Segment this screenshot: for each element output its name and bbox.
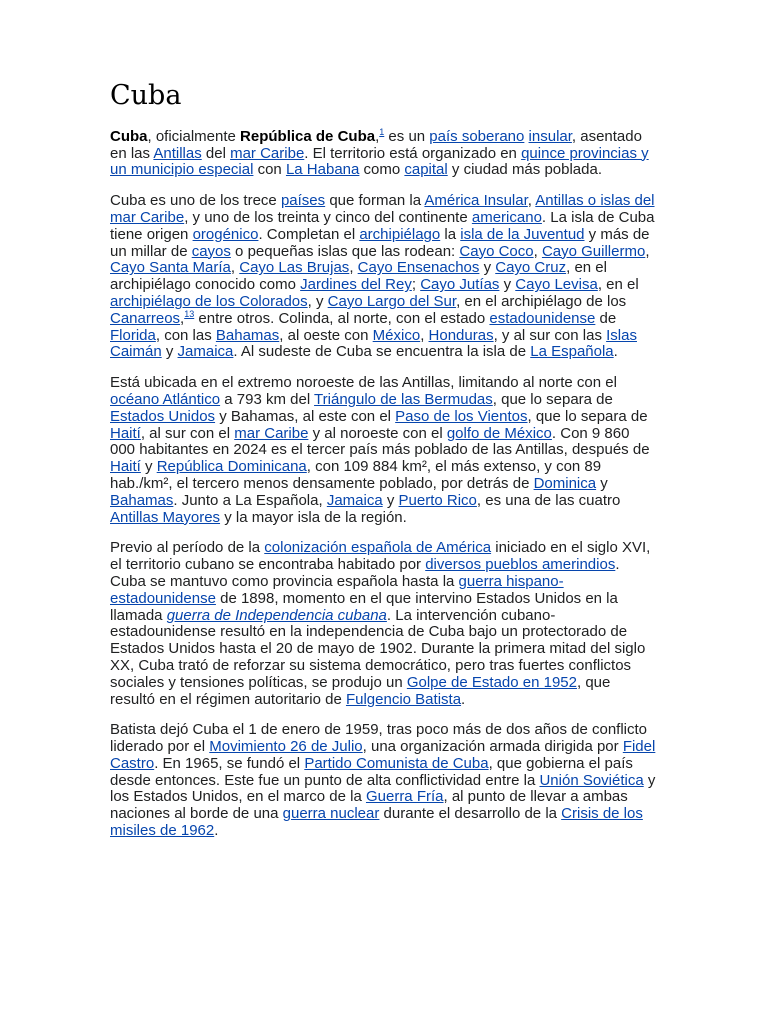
reference-link[interactable]: 13 [184, 308, 195, 319]
text: ; [411, 276, 421, 294]
wiki-link[interactable]: archipiélago [359, 225, 441, 243]
wiki-link[interactable]: Cayo Levisa [515, 276, 598, 294]
wiki-link[interactable]: Golpe de Estado en 1952 [406, 673, 577, 691]
text: . El territorio está organizado en [304, 144, 522, 162]
wiki-link[interactable]: insular [528, 127, 572, 145]
wiki-link[interactable]: americano [471, 208, 542, 226]
text: y Bahamas, al este con el [215, 407, 396, 425]
text: . [461, 690, 466, 708]
text: , y al sur con las [493, 326, 607, 344]
wiki-link[interactable]: mar Caribe [230, 144, 305, 162]
text: . [613, 343, 618, 361]
text: . Completan el [258, 225, 360, 243]
wiki-link[interactable]: América Insular [424, 192, 528, 210]
text: durante el desarrollo de la [379, 805, 562, 823]
text: , en el archipiélago conocido como [110, 259, 607, 294]
wiki-link[interactable]: océano Atlántico [110, 390, 221, 408]
wiki-link[interactable]: mar Caribe [234, 424, 309, 442]
wiki-link[interactable]: Cayo Ensenachos [357, 259, 480, 277]
text: . La isla de Cuba tiene origen [110, 208, 655, 243]
text: , al punto de llevar a ambas naciones al borde de una [110, 788, 628, 823]
wiki-link[interactable]: Honduras [428, 326, 494, 344]
wiki-link[interactable]: país soberano [429, 127, 525, 145]
wiki-link[interactable]: Cayo Guillermo [541, 242, 646, 260]
wiki-link[interactable]: Fulgencio Batista [345, 690, 462, 708]
wiki-link[interactable]: Haití [110, 424, 141, 442]
text: , es una de las cuatro [476, 491, 621, 509]
wiki-link[interactable]: Jardines del Rey [300, 276, 412, 294]
wiki-link[interactable]: Unión Soviética [539, 771, 644, 789]
text: entre otros. Colinda, al norte, con el estado [194, 309, 490, 327]
text: . La intervención cubano-estadounidense resultó en la independencia de Cuba bajo un protectorado de Estados Unidos hasta el 20 de mayo de 1902. Durante la primera mitad del siglo XX, Cuba trató de reforzar su sistema democrático, pero tras fuertes conflictos sociales y tensiones políticas, se produjo un [110, 606, 646, 691]
wiki-link[interactable]: Paso de los Vientos [395, 407, 528, 425]
text: , y [307, 292, 328, 310]
text: y [479, 259, 496, 277]
text: . Con 9 860 000 habitantes en 2024 es el tercer país más poblado de las Antillas, después de [110, 424, 650, 459]
text: . En 1965, se fundó el [154, 754, 305, 772]
wiki-link[interactable]: países [280, 192, 326, 210]
wiki-link[interactable]: orogénico [192, 225, 259, 243]
reference-link[interactable]: 1 [379, 126, 385, 137]
text: , oficialmente [147, 127, 241, 145]
text: la [440, 225, 461, 243]
text: y [382, 491, 399, 509]
text: , que resultó en el régimen autoritario de [110, 673, 611, 708]
paragraph-2 [110, 193, 658, 361]
text: , una organización armada dirigida por [362, 738, 623, 756]
text: Batista dejó Cuba el 1 de enero de 1959, tras poco más de dos años de conflicto liderado por el [110, 721, 648, 756]
text: , asentado en las [110, 127, 642, 162]
wiki-link[interactable]: Jamaica [326, 491, 383, 509]
wiki-link[interactable]: Haití [110, 458, 141, 476]
text: , [533, 242, 542, 260]
text: Cuba es uno de los trece [110, 192, 281, 210]
text: y [140, 458, 157, 476]
text: , con 109 884 km², el más extenso, y con 89 hab./km², el tercero menos densamente poblado, por detrás de [110, 458, 602, 492]
text: , que gobierna el país desde entonces. Este fue un punto de alta conflictividad entre la [110, 754, 633, 789]
text: , [180, 309, 185, 327]
wiki-link[interactable]: Guerra Fría [365, 788, 444, 806]
text: y [499, 276, 516, 294]
wiki-link[interactable]: Movimiento 26 de Julio [209, 738, 363, 756]
wiki-link[interactable]: Jamaica [177, 343, 234, 361]
text: , al oeste con [279, 326, 373, 344]
text: , en el [597, 276, 639, 294]
text: , [375, 127, 380, 145]
wiki-link[interactable]: Antillas o islas del mar Caribe [110, 192, 655, 226]
wiki-link[interactable]: Triángulo de las Bermudas [314, 390, 493, 408]
wiki-link[interactable]: guerra hispano-estadounidense [110, 572, 564, 607]
text: Previo al período de la [110, 539, 265, 557]
wiki-link[interactable]: golfo de México [446, 424, 552, 442]
wiki-link[interactable]: Crisis de los misiles de 1962 [110, 805, 643, 840]
text: , y uno de los treinta y cinco del continente [184, 208, 472, 226]
text: , al sur con el [140, 424, 235, 442]
text: y la mayor isla de la región. [220, 508, 407, 526]
page-title: Cuba [110, 80, 182, 111]
wiki-link[interactable]: Bahamas [110, 491, 174, 509]
text: o pequeñas islas que las rodean: [230, 242, 460, 260]
text: y ciudad más poblada. [447, 161, 602, 179]
wiki-link[interactable]: Canarreos [110, 309, 181, 327]
text: de [595, 309, 617, 327]
text: de 1898, momento en el que intervino Estados Unidos en la llamada [110, 589, 618, 624]
wiki-link[interactable]: Cayo Santa María [110, 259, 231, 277]
text: a 793 km del [220, 390, 315, 408]
wiki-link[interactable]: colonización española de América [264, 539, 492, 557]
wiki-link[interactable]: quince provincias y un municipio especial [110, 144, 649, 179]
wiki-link[interactable]: Antillas Mayores [110, 508, 221, 526]
wiki-link[interactable]: México [372, 326, 421, 344]
wiki-link[interactable]: Islas Caimán [110, 326, 637, 361]
wiki-link[interactable]: República Dominicana [156, 458, 307, 476]
paragraph-4 [110, 540, 658, 708]
text: . [214, 822, 219, 840]
text: es un [384, 127, 430, 145]
wiki-link[interactable]: Antillas [153, 144, 202, 162]
wiki-link[interactable]: guerra de Independencia cubana [166, 606, 387, 624]
text: con [253, 161, 286, 179]
wiki-link[interactable]: Fidel Castro [110, 738, 656, 772]
wiki-link[interactable]: Cayo Coco [459, 242, 534, 260]
wiki-link[interactable]: estadounidense [489, 309, 596, 327]
text: , [349, 259, 358, 277]
text: y [596, 474, 608, 492]
wiki-link[interactable]: guerra nuclear [282, 805, 380, 823]
text: , en el archipiélago de los [456, 292, 627, 310]
paragraph-1 [110, 126, 658, 179]
text: , que lo separa de [492, 390, 613, 408]
wiki-link[interactable]: Bahamas [215, 326, 280, 344]
text: , [527, 192, 536, 210]
text: del [201, 144, 231, 162]
wiki-link[interactable]: Cayo Jutías [420, 276, 500, 294]
wiki-link[interactable]: archipiélago de los Colorados [110, 292, 308, 310]
wiki-link[interactable]: Florida [110, 326, 156, 344]
wiki-link[interactable]: cayos [191, 242, 231, 260]
text: y los Estados Unidos, en el marco de la [110, 771, 656, 806]
wiki-link[interactable]: Puerto Rico [398, 491, 477, 509]
paragraph-5 [110, 722, 658, 840]
text: como [359, 161, 405, 179]
wiki-link[interactable]: Cayo Cruz [495, 259, 567, 277]
text: , [645, 242, 650, 260]
wiki-link[interactable]: Dominica [533, 474, 597, 492]
wiki-link[interactable]: Cayo Las Brujas [239, 259, 350, 277]
wiki-link[interactable]: isla de la Juventud [460, 225, 585, 243]
wiki-link[interactable]: Cayo Largo del Sur [327, 292, 457, 310]
wiki-link[interactable]: diversos pueblos amerindios [425, 556, 616, 574]
wiki-link[interactable]: Partido Comunista de Cuba [304, 754, 489, 772]
bold-text: Cuba [110, 127, 148, 145]
text: y más de un millar de [110, 225, 650, 260]
article-body [110, 126, 658, 840]
text: iniciado en el siglo XVI, el territorio cubano se encontraba habitado por [110, 539, 651, 574]
text: Está ubicada en el extremo noroeste de las Antillas, limitando al norte con el [110, 374, 617, 392]
text: que forman la [325, 192, 425, 210]
text: . Cuba se mantuvo como provincia española hasta la [110, 556, 620, 590]
text: , [230, 259, 240, 277]
text: y al noroeste con el [308, 424, 447, 442]
text: , [420, 326, 429, 344]
text: . Al sudeste de Cuba se encuentra la isla de [233, 343, 531, 361]
bold-text: República de Cuba [240, 127, 376, 145]
text: , con las [155, 326, 216, 344]
text: . Junto a La Española, [173, 491, 327, 509]
wiki-link[interactable]: La Habana [285, 161, 360, 179]
paragraph-3 [110, 375, 658, 526]
text: y [161, 343, 178, 361]
wiki-link[interactable]: Estados Unidos [110, 407, 216, 425]
wiki-link[interactable]: capital [404, 161, 448, 179]
text: , que lo separa de [527, 407, 648, 425]
wiki-link[interactable]: La Española [530, 343, 614, 361]
article [110, 80, 658, 854]
